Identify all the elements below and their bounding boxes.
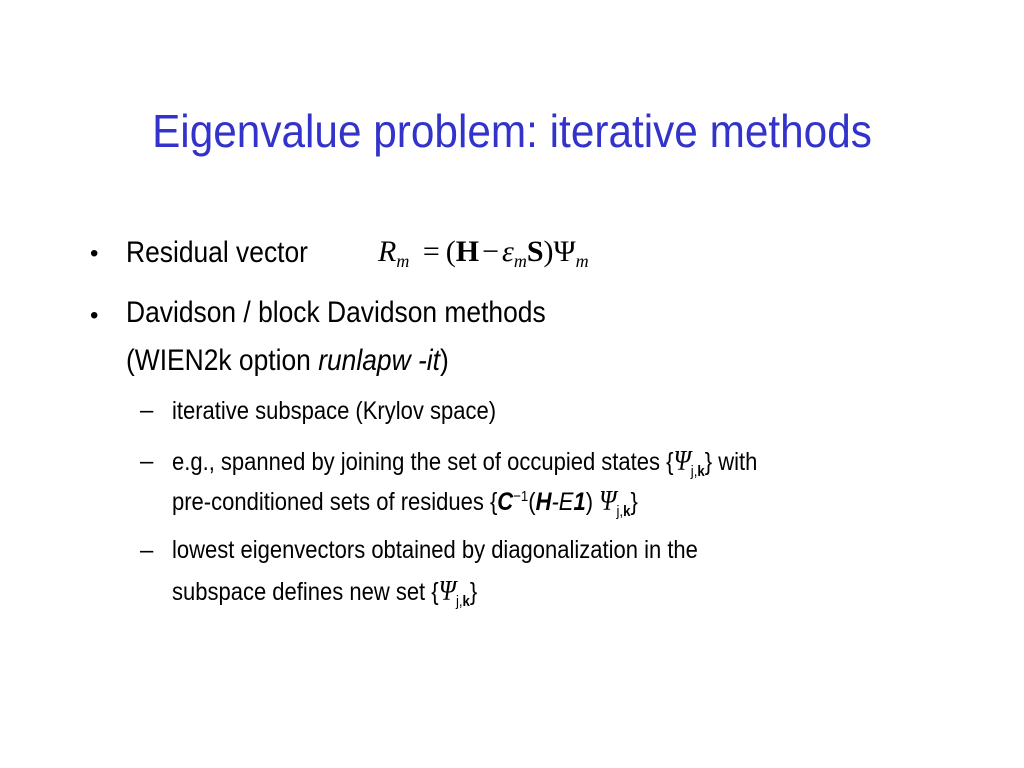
sub-item-lowest-line2: subspace defines new set $\{\Psi_{j,k}\}$ [172, 576, 478, 610]
bullet-davidson: Davidson / block Davidson methods [126, 296, 546, 329]
dash-marker: – [140, 397, 154, 424]
slide-title: Eigenvalue problem: iterative methods [152, 105, 872, 157]
sub-item-krylov: iterative subspace (Krylov space) [172, 397, 497, 425]
sub-item-spanned-line1: e.g., spanned by joining the set of occupied states $\{\Psi_{j,k}\}$ with [172, 446, 758, 480]
bullet-marker: • [90, 240, 99, 267]
sub-item-lowest-line1: lowest eigenvectors obtained by diagonalization in the [172, 536, 698, 564]
bullet-residual-vector: Residual vector [126, 236, 308, 269]
residual-formula: $R_m = (H - \varepsilon_mS)\Psi_m$ [378, 235, 589, 271]
dash-marker: – [140, 537, 154, 564]
bullet-marker: • [90, 302, 99, 329]
dash-marker: – [140, 448, 154, 475]
sub-item-spanned-line2: pre-conditioned sets of residues {$C^{-1}(H-E1)$ $\Psi_{j,k}$} [172, 486, 638, 520]
bullet-davidson-option: (WIEN2k option runlapw -it) [126, 344, 449, 377]
